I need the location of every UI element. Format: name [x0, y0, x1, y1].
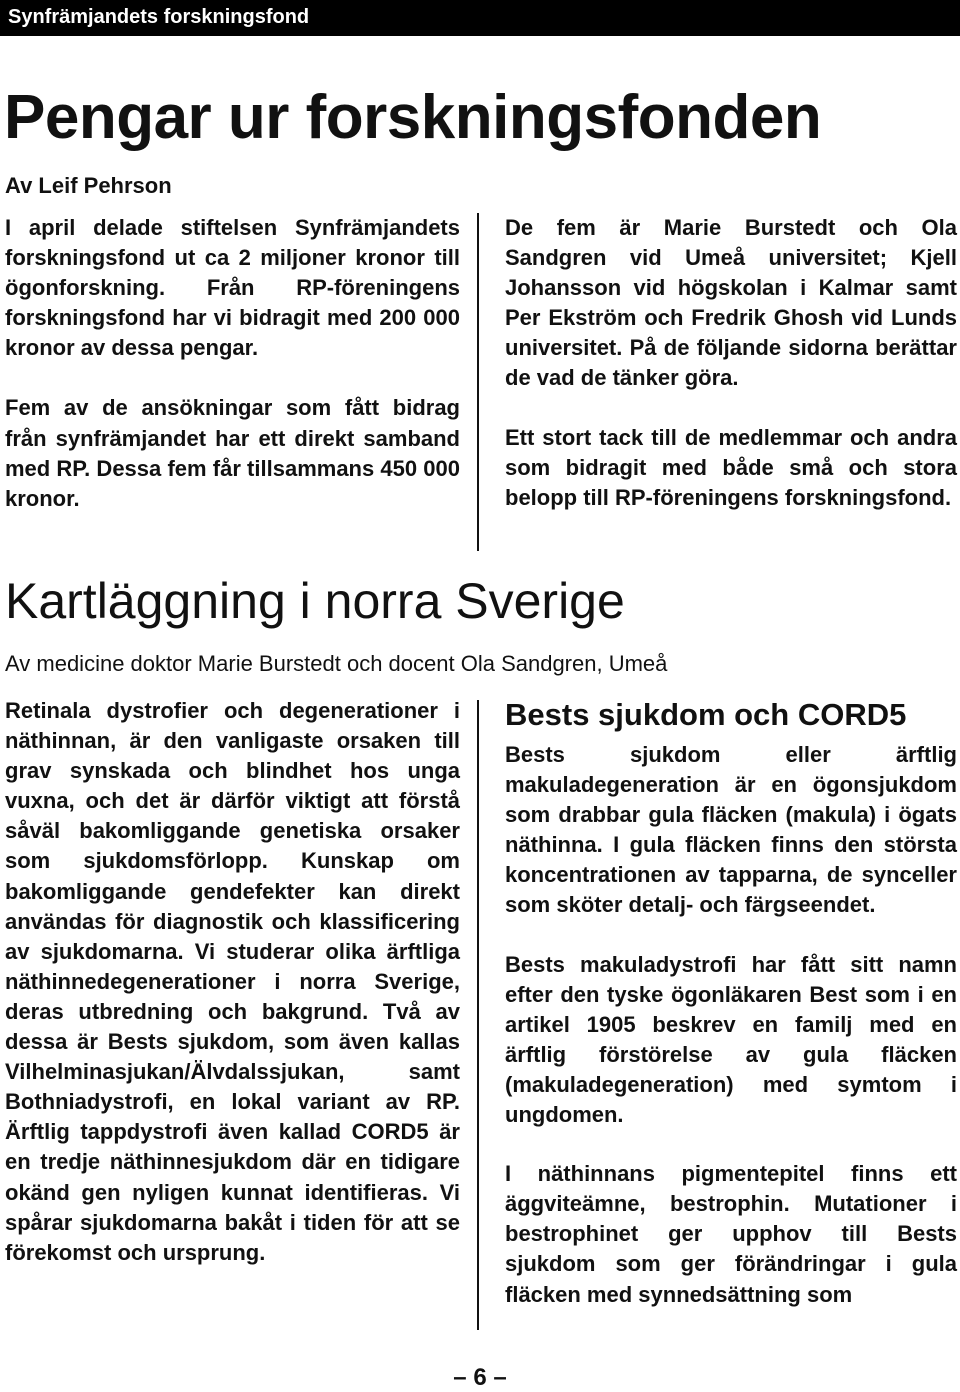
second-article-column-right	[505, 740, 957, 1310]
paragraph: Ett stort tack till de medlemmar och andra som bidragit med både små och stora belopp till RP-föreningens forskningsfond.	[505, 424, 957, 510]
paragraph: De fem är Marie Burstedt och Ola Sandgren vid Umeå universitet; Kjell Johansson vid högskolan i Kalmar samt Per Ekström och Fredrik Ghosh vid Lunds universitet. På de följande sidorna berättar de vad de tänker göra.	[505, 215, 957, 391]
article-byline: Av Leif Pehrson	[5, 173, 172, 198]
article-column-right	[505, 213, 957, 513]
article-column-left	[5, 213, 460, 514]
paragraph: I april delade stiftelsen Synfrämjandets forskningsfond ut ca 2 miljoner kronor till ögonforskning. Från RP-föreningens forskningsfond har vi bidragit med 200 000 kronor av dessa pengar.	[5, 215, 460, 361]
section-header-bar	[0, 0, 960, 36]
section-label: Synfrämjandets forskningsfond	[8, 6, 310, 28]
section-subheading: Bests sjukdom och CORD5	[505, 697, 907, 732]
page-number: – 6 –	[453, 1364, 507, 1391]
paragraph: Retinala dystrofier och degenerationer i näthinnan, är den vanligaste orsaken till grav synskada och blindhet hos unga vuxna, och det är därför viktigt att förstå såväl bakomliggande genetiska orsaker som sjukdomsförlopp. Kunskap om bakomliggande gendefekter kan direkt användas för diagnostik och klassificering av sjukdomarna. Vi studerar olika ärftliga näthinnedegenerationer i norra Sverige, deras utbredning och bakgrund. Två av dessa är Bests sjukdom, som även kallas Vilhelminasjukan/Älvdalssjukan, samt Bothniadystrofi, en lokal variant av RP. Ärftlig tappdystrofi även kallad CORD5 är en tredje näthinnesjukdom där en tidigare okänd gen nyligen kunnat identifieras. Vi spårar sjukdomarna bakåt i tiden för att se förekomst och ursprung.	[5, 698, 460, 1265]
column-divider	[477, 213, 479, 551]
second-article-byline: Av medicine doktor Marie Burstedt och docent Ola Sandgren, Umeå	[5, 651, 668, 676]
paragraph: Bests sjukdom eller ärftlig makuladegeneration är en ögonsjukdom som drabbar gula fläcken (makula) i ögats näthinna. I gula fläcken finns den största koncentrationen av tapparna, de synceller som sköter detalj- och färgseendet.	[505, 742, 957, 918]
article-title: Pengar ur forskningsfonden	[4, 83, 822, 152]
column-divider	[477, 700, 479, 1330]
second-article-column-left	[5, 696, 460, 1268]
paragraph: Bests makuladystrofi har fått sitt namn efter den tyske ögonläkaren Best som i en artikel 1905 beskrev en familj med en ärftlig förstörelse av gula fläcken (makuladegeneration) med symtom i ungdomen.	[505, 951, 957, 1128]
paragraph: I näthinnans pigmentepitel finns ett äggviteämne, bestrophin. Mutationer i bestrophinet ger upphov till Bests sjukdom som ger förändringar i gula fläcken med synnedsättning som	[505, 1161, 957, 1307]
second-article-title: Kartläggning i norra Sverige	[5, 573, 625, 629]
paragraph: Fem av de ansökningar som fått bidrag från synfrämjandet har ett direkt samband med RP. Dessa fem får tillsammans 450 000 kronor.	[5, 395, 460, 511]
